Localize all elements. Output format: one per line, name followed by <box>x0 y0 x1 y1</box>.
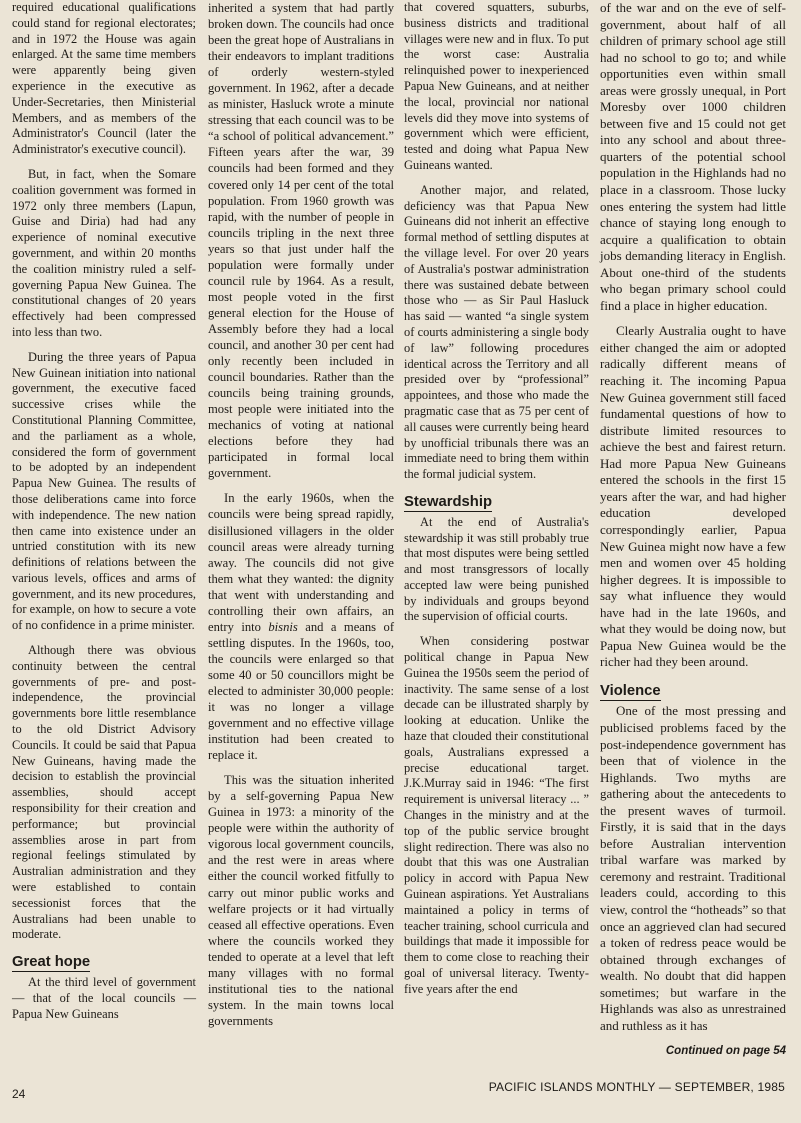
paragraph: This was the situation inherited by a self-governing Papua New Guinea in 1973: a minority of the people were within the authority of vigorous local government councils, and the rest were in areas where either the council worked fitfully to carry out minor public works and welfare projects or it had virtually ceased all effective operations. Even where the councils worked they tended to operate at a level that left many villages with no formal institutional ties to the national system. In the main towns local governments <box>208 773 394 1028</box>
page-number: 24 <box>12 1087 26 1101</box>
paragraph: that covered squatters, suburbs, business districts and traditional villages were new and in flux. To put the worst case: Australia relinquished power to inexperienced Papua New Guineans, and at neither the local, provincial nor national levels did they move into systems of government which were efficient, tested and doing what Papua New Guineans wanted. <box>404 0 589 172</box>
paragraph: required educational qualifications could stand for regional electorates; and in 1972 the House was again enlarged. At the same time members were apparently being given experience in the executive as Under-Secretaries, then Ministerial Members, and as members of the Administrator's Council (later the Administrator's executive council). <box>12 0 196 157</box>
section-heading-text: Great hope <box>12 954 91 971</box>
column-4 <box>600 0 786 1060</box>
section-heading-text: Stewardship <box>404 493 492 510</box>
paragraph-text: In the early 1960s, when the councils were being spread rapidly, disillusioned villagers in the older council areas were already turning away. The councils did not give them what they wanted: the dignity that went with understanding and controlling their own affairs, an entry into <box>208 491 394 634</box>
emphasis-bisnis: bisnis <box>268 619 298 634</box>
paragraph: Although there was obvious continuity between the central governments of pre- and post-independence, the provincial governments bore little resemblance to the old District Advisory Councils. It could be said that Papua New Guineans, having made the decision to establish the provincial assemblies, should accept responsibility for their creation and performance; but provincial assemblies arose in part from regional feelings stimulated by Australian administration and they were established to contain secessionist forces that the Australians had been unable to moderate. <box>12 643 196 942</box>
section-heading-stewardship <box>404 495 589 511</box>
paragraph: When considering postwar political change in Papua New Guinea the 1950s seem the period of inactivity. The same sense of a lost decade can be illustrated sharply by looking at education. Unlike the haze that clouded their constitutional goals, Australians expressed a precise educational target. J.K.Murray said in 1946: “The first requirement is universal literacy ... ” Changes in the ministry and at the top of the public service brought slight redirection. There was also no doubt that this was one Australian policy in accord with Papua New Guinean aspirations. Yet Australians maintained a policy in terms of teacher training, school curricula and buildings that made it impossible for them to come close to reaching their goal of universal literacy. Twenty-five years after the end <box>404 634 589 996</box>
paragraph: But, in fact, when the Somare coalition government was formed in 1972 only three members (Lapun, Guise and Diria) had had any experience of nominal executive government, and within 20 months the coalition ministry ruled a self-governing Papua New Guinea. The constitutional changes of 20 years effectively had been compressed into less than two. <box>12 166 196 339</box>
paragraph: At the end of Australia's stewardship it was still probably true that most disputes were being settled and most transgressors of locally accepted law were being punished by individuals and groups beyond the supervision of official courts. <box>404 514 589 624</box>
publication-masthead: PACIFIC ISLANDS MONTHLY — SEPTEMBER, 1985 <box>488 1080 785 1094</box>
paragraph: Another major, and related, deficiency was that Papua New Guineans did not inherit an effective formal method of settling disputes at the village level. For over 20 years of Australia's postwar administration there was sustained debate between those who — as Sir Paul Hasluck has said — wanted “a single system of courts administering a single body of law” following procedures identical across the Territory and all presided over by “professional” appointees, and those who made the pragmatic case that as 75 per cent of all causes were currently being heard by unofficial tribunals there was an immediate need to bring them within the formal judicial system. <box>404 182 589 482</box>
paragraph <box>208 490 394 763</box>
continued-on-link: Continued on page 54 <box>665 1045 786 1058</box>
column-1 <box>12 0 196 1031</box>
paragraph: At the third level of government — that of the local councils — Papua New Guineans <box>12 975 196 1021</box>
section-heading-text: Violence <box>600 682 661 699</box>
paragraph: Clearly Australia ought to have either changed the aim or adopted radically different means of reaching it. The incoming Papua New Guinea government still faced fundamental questions of how to distribute limited resources to achieve the best and fairest return. Had more Papua New Guineans entered the schools in the first 15 years after the war, and had higher education developed correspondingly earlier, Papua New Guinea might now have a few men and women over 45 holding higher degrees. It is impossible to say what influence they would have had in the late 1960s, and what they would be doing now, but Papua New Guinea would be the richer had they been around. <box>600 323 786 670</box>
paragraph: of the war and on the eve of self-government, about half of all children of primary school age still had no school to go to; and while opportunities even within small areas were grossly unequal, in Port Moresby over 1000 children between five and 15 could not get into any school and about three-quarters of the potential school population in the Highlands had no place in a classroom. Those lucky ones entering the system had little chance of staying long enough to acquire a qualification to obtain jobs demanding literacy in English. About one-third of the students who began primary school could find a place in higher education. <box>600 0 786 313</box>
paragraph: inherited a system that had partly broken down. The councils had once been the great hope of Australians in their endeavors to implant traditions of orderly western-styled government. In 1962, after a decade as minister, Hasluck wrote a minute stressing that each council was to be “a school of political advancement.” Fifteen years after the war, 39 councils had been formed and they covered only 14 per cent of the total population. From 1960 growth was rapid, with the number of people in councils tripling in the next three years so that just under half the population were formally under council rule by 1964. As a result, most people voted in the first general election for the House of Assembly before they had a local council, and another 30 per cent had only recently been included in council boundaries. Rather than the councils being training grounds, most people were initiated into the mechanics of voting at national elections before they had participated in formal local government. <box>208 1 394 481</box>
column-2 <box>208 0 394 1038</box>
column-3 <box>404 0 589 1007</box>
paragraph: During the three years of Papua New Guinean initiation into national government, the executive faced successive crises while the Constitutional Planning Committee, and the parliament as a whole, considered the form of government to be adopted by an independent Papua New Guinea. The results of those deliberations came into force with independence. The new nation then came into existence under an untried constitution with its new definitions of relations between the various levels, offices and arms of government, and its new procedures, for example, on how to secure a vote of no confidence in a prime minister. <box>12 349 196 633</box>
paragraph-text: and a means of settling disputes. In the 1960s, too, the councils were enlarged so that some 40 or 50 councillors might be elected to administer 30,000 people: it was no longer a village government and no effective village institution had been created to replace it. <box>208 619 395 763</box>
paragraph: One of the most pressing and publicised problems faced by the post-independence government has been that of violence in the Highlands. Two myths are gathering about the antecedents to the present waves of turmoil. Firstly, it is said that in the days before Australian intervention tribal warfare was marked by ceremony and restraint. Traditional leaders could, according to this view, control the “hotheads” so that once an aggrieved clan had secured a token of redress peace would be obtained through exchanges of wealth. No doubt that did happen sometimes; but warfare in the Highlands was also as unrestrained and ruthless as it has <box>600 703 786 1033</box>
section-heading-great-hope <box>12 955 196 971</box>
section-heading-violence <box>600 683 786 700</box>
